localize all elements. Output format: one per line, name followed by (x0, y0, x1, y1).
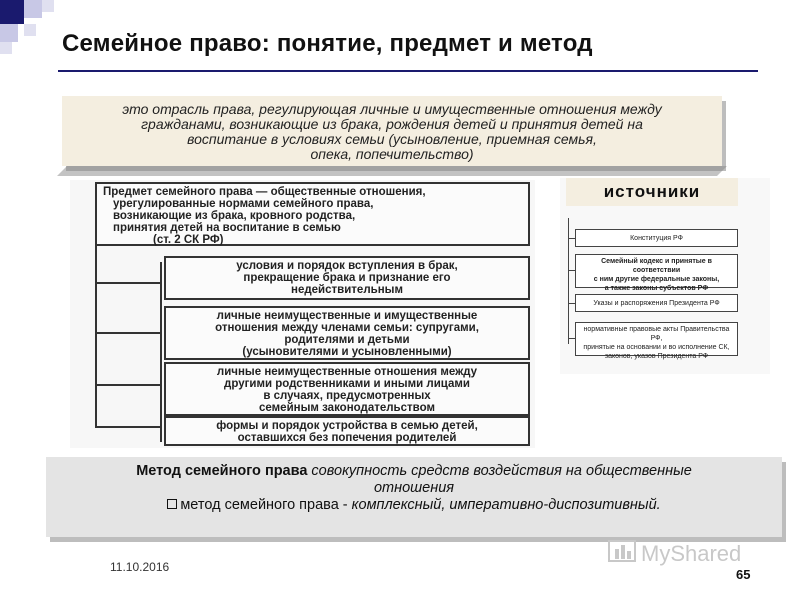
item-line: личные неимущественные и имущественные (216, 310, 478, 322)
myshared-logo-icon (607, 537, 767, 569)
bullet-square-icon (167, 499, 177, 509)
subject-line: принятия детей на воспитание в семью (113, 222, 341, 234)
source-line: нормативные правовые акты Правительства РФ, (583, 326, 730, 342)
method-line (46, 480, 782, 497)
page-number: 65 (736, 567, 751, 582)
connector (95, 426, 160, 428)
bullet-value: комплексный, императивно-диспозитивный. (351, 497, 661, 513)
sources-heading: источники (566, 178, 738, 206)
method-definition: совокупность средств воздействия на общественные (307, 463, 692, 479)
subject-line: Предмет семейного права — общественные отношения, (103, 186, 426, 198)
source-line: законов, указов Президента РФ (604, 353, 709, 360)
source-line: Конституция РФ (630, 235, 683, 242)
subject-item (164, 256, 530, 300)
subject-bracket (95, 246, 97, 426)
item-line: условия и порядок вступления в брак, (236, 260, 458, 272)
method-definition: отношения (373, 480, 455, 496)
sources-bracket (568, 218, 569, 344)
connector (568, 238, 575, 239)
slide-date: 11.10.2016 (110, 560, 170, 574)
item-line: оставшихся без попечения родителей (237, 432, 457, 444)
page-title: Семейное право: понятие, предмет и метод (62, 30, 593, 57)
source-line: принятые на основании и во исполнение СК, (583, 344, 730, 351)
source-line: а также законы субъектов РФ (604, 285, 709, 292)
myshared-logo (607, 537, 767, 569)
item-line: формы и порядок устройства в семью детей, (216, 420, 478, 432)
item-line: в случаях, предусмотренных (263, 390, 431, 402)
source-line: Указы и распоряжения Президента РФ (593, 300, 720, 307)
item-line: недействительным (291, 284, 403, 296)
item-line: семейным законодательством (259, 402, 435, 414)
method-term: Метод семейного права (136, 463, 308, 479)
item-line: родителями и детьми (284, 334, 410, 346)
subject-item (164, 362, 530, 416)
source-item (575, 229, 738, 247)
definition-line: опека, попечительство) (310, 146, 474, 162)
definition-line: воспитание в условиях семьи (усыновление, приемная семья, (187, 131, 597, 147)
item-line: (усыновителями и усыновленными) (242, 346, 452, 358)
source-line: Семейный кодекс и принятые в соответствии (601, 258, 712, 274)
items-bracket (160, 262, 162, 442)
subject-line: урегулированные нормами семейного права, (113, 198, 374, 210)
source-item (575, 322, 738, 360)
logo-text: MyShared (641, 541, 742, 566)
subject-item (164, 306, 530, 360)
title-underline (58, 70, 758, 72)
connector (568, 303, 575, 304)
method-line (46, 463, 782, 480)
subject-line: возникающие из брака, кровного родства, (113, 210, 356, 222)
source-item (575, 294, 738, 312)
item-line: личные неимущественные отношения между (216, 366, 478, 378)
item-line: другими родственниками и иными лицами (224, 378, 470, 390)
method-box (46, 457, 782, 537)
connector (95, 384, 160, 386)
item-line: отношения между членами семьи: супругами, (215, 322, 479, 334)
source-line: с ним другие федеральные законы, (593, 276, 720, 283)
connector (95, 332, 160, 334)
connector (568, 270, 575, 271)
method-bullet (46, 497, 782, 514)
source-item (575, 254, 738, 292)
subject-line: (ст. 2 СК РФ) (153, 234, 224, 246)
definition-box (62, 96, 722, 166)
subject-item (164, 416, 530, 446)
subject-heading-box (95, 182, 530, 246)
bullet-label: метод семейного права - (180, 497, 352, 513)
definition-line: гражданами, возникающие из брака, рождения детей и принятия детей на (141, 116, 643, 132)
connector (95, 282, 160, 284)
definition-line: это отрасль права, регулирующая личные и имущественные отношения между (122, 101, 662, 117)
connector (568, 338, 575, 339)
item-line: прекращение брака и признание его (243, 272, 451, 284)
